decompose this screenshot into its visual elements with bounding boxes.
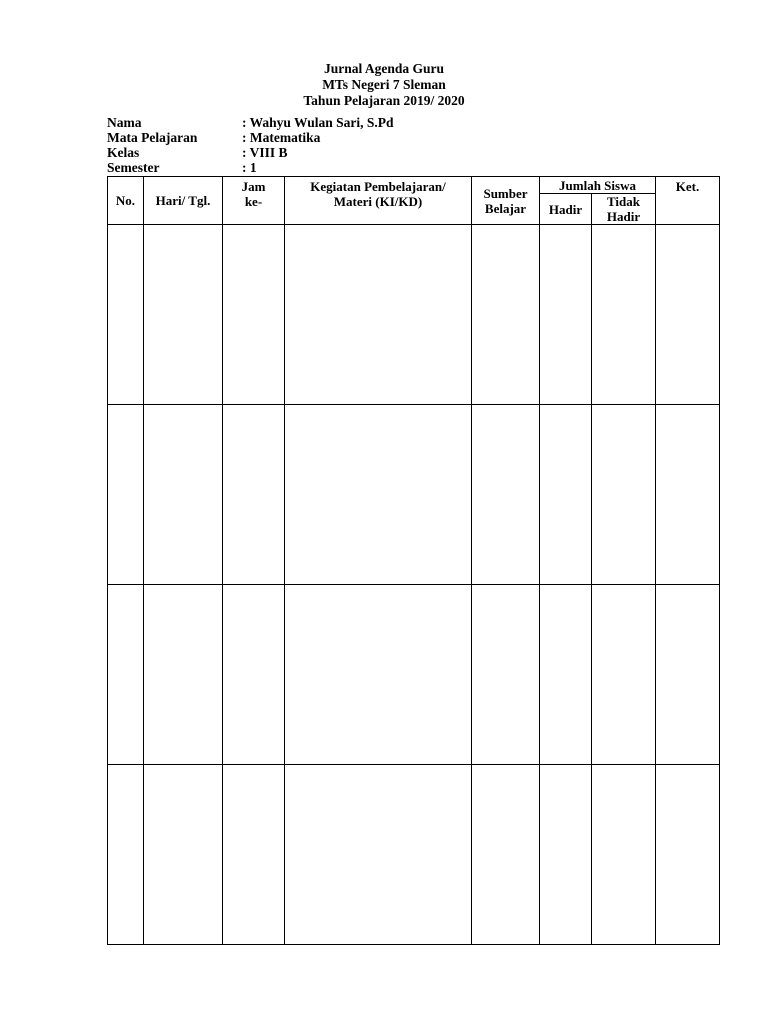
cell-kegiatan[interactable] [285,765,472,945]
journal-table [107,176,720,945]
info-value: : 1 [242,160,257,175]
cell-kegiatan[interactable] [285,585,472,765]
column-header-jumlah-siswa: Jumlah Siswa [540,177,656,194]
cell-ket[interactable] [656,225,720,405]
cell-jam-ke[interactable] [223,405,285,585]
cell-no[interactable] [108,585,144,765]
info-value: : Matematika [242,130,321,145]
table-row [108,405,720,585]
cell-hadir[interactable] [540,225,592,405]
info-row-mata-pelajaran [107,130,394,145]
column-header-hari-tgl: Hari/ Tgl. [144,177,223,225]
header-school: MTs Negeri 7 Sleman [322,77,446,92]
column-header-jam-line2: ke- [244,194,263,209]
cell-hadir[interactable] [540,405,592,585]
info-value: : VIII B [242,145,288,160]
header-title: Jurnal Agenda Guru [323,61,445,76]
teacher-info [107,115,394,175]
cell-hari-tgl[interactable] [144,225,223,405]
column-header-ket: Ket. [656,177,720,225]
table-row [108,225,720,405]
cell-no[interactable] [108,225,144,405]
info-value: : Wahyu Wulan Sari, S.Pd [242,115,394,130]
column-header-sumber-line2: Belajar [484,200,527,216]
table-header-row [108,177,720,194]
cell-tidak-hadir[interactable] [592,225,656,405]
column-header-jam-ke [223,177,285,225]
info-row-kelas [107,145,394,160]
cell-sumber-belajar[interactable] [472,765,540,945]
column-header-kegiatan-line1: Kegiatan Pembelajaran/ [310,179,446,194]
cell-kegiatan[interactable] [285,405,472,585]
info-label: Nama [107,115,142,130]
cell-tidak-hadir[interactable] [592,765,656,945]
cell-hari-tgl[interactable] [144,585,223,765]
cell-jam-ke[interactable] [223,585,285,765]
table-row [108,585,720,765]
cell-jam-ke[interactable] [223,225,285,405]
cell-hari-tgl[interactable] [144,765,223,945]
cell-tidak-hadir[interactable] [592,405,656,585]
document-header [0,61,768,109]
info-label: Kelas [107,145,140,160]
cell-sumber-belajar[interactable] [472,405,540,585]
column-header-kegiatan-line2: Materi (KI/KD) [333,194,423,209]
column-header-sumber-belajar [472,177,540,225]
cell-kegiatan[interactable] [285,225,472,405]
cell-sumber-belajar[interactable] [472,225,540,405]
cell-ket[interactable] [656,765,720,945]
info-row-nama [107,115,394,130]
info-label: Semester [107,160,160,175]
cell-tidak-hadir[interactable] [592,585,656,765]
cell-no[interactable] [108,765,144,945]
table-row [108,765,720,945]
cell-hadir[interactable] [540,765,592,945]
cell-jam-ke[interactable] [223,765,285,945]
cell-hadir[interactable] [540,585,592,765]
column-header-tidak-hadir [592,194,656,225]
cell-hari-tgl[interactable] [144,405,223,585]
column-header-hadir: Hadir [540,194,592,225]
column-header-tidak-line2: Hadir [606,209,641,224]
cell-ket[interactable] [656,405,720,585]
cell-no[interactable] [108,405,144,585]
column-header-kegiatan [285,177,472,225]
info-row-semester [107,160,394,175]
column-header-jam-line1: Jam [241,179,266,194]
info-label: Mata Pelajaran [107,130,198,145]
cell-sumber-belajar[interactable] [472,585,540,765]
cell-ket[interactable] [656,585,720,765]
column-header-tidak-line1: Tidak [607,194,641,209]
column-header-sumber-line1: Sumber [483,185,528,201]
column-header-no: No. [108,177,144,225]
header-year: Tahun Pelajaran 2019/ 2020 [303,93,465,108]
